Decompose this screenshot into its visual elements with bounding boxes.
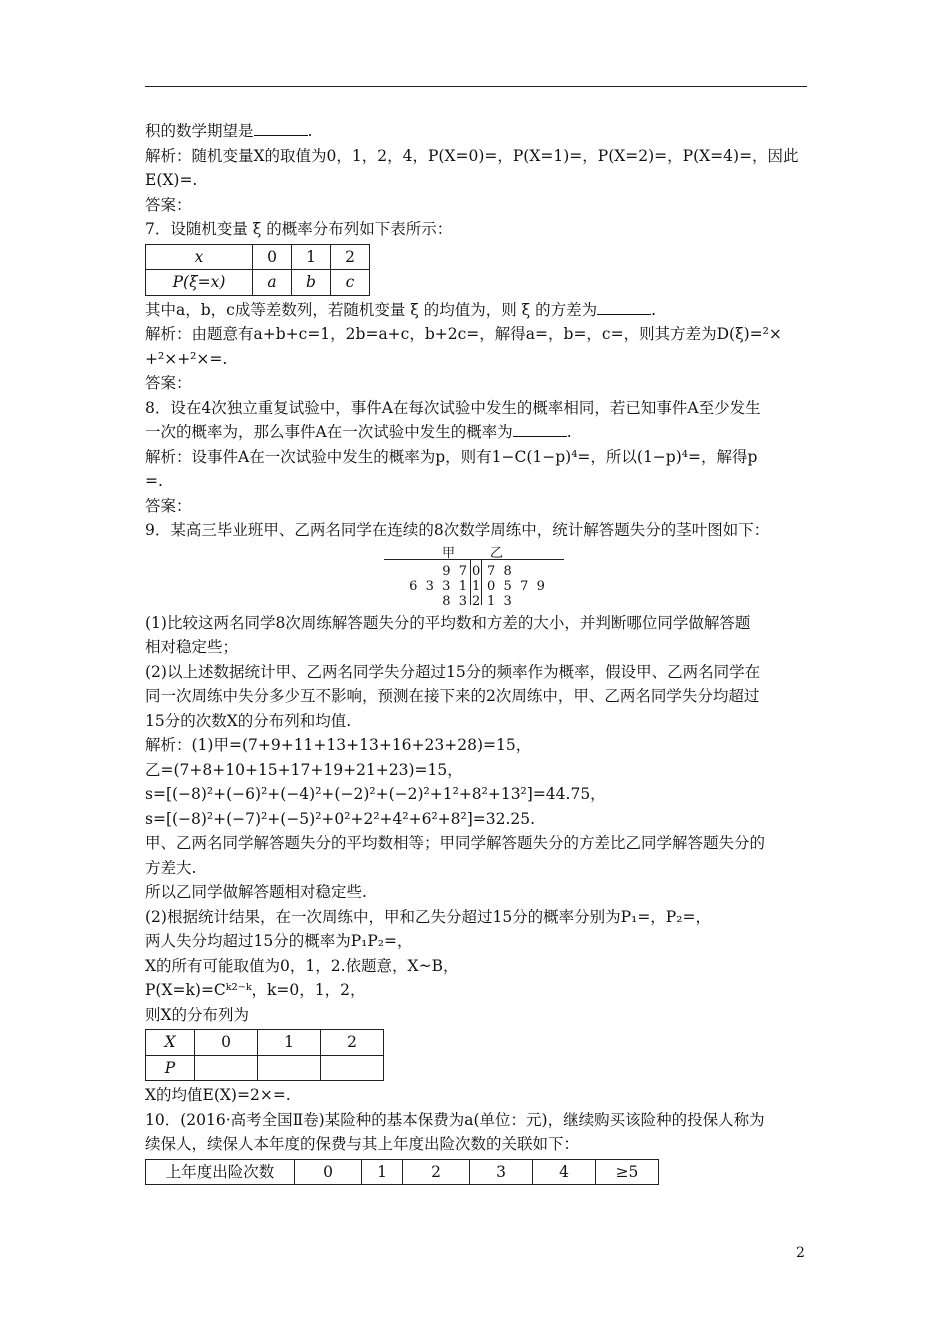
table-cell: x <box>146 244 253 270</box>
table-cell: 1 <box>258 1030 321 1056</box>
text-line: 两人失分均超过15分的概率为P₁P₂=， <box>145 932 413 950</box>
text-line: 答案： <box>145 374 192 392</box>
text-line: 解析：(1)甲=(7+9+11+13+13+16+23+28)=15， <box>145 736 532 754</box>
table-cell: 1 <box>362 1159 403 1185</box>
text-line: 同一次周练中失分多少互不影响，预测在接下来的2次周练中，甲、乙两名同学失分均超过 <box>145 687 760 705</box>
text-line: +²×+²×=. <box>145 349 228 368</box>
answer-blank <box>254 120 308 136</box>
table-cell: 2 <box>321 1030 384 1056</box>
left-leaves: 6 3 3 1 <box>409 578 467 594</box>
table-cell: a <box>253 270 292 296</box>
table-cell: 0 <box>253 244 292 270</box>
text-line: X的所有可能取值为0，1，2.依题意，X~B， <box>145 956 459 975</box>
text-line: P(X=k)=Cᵏ²⁻ᵏ，k=0，1，2， <box>145 981 366 999</box>
table-cell: 上年度出险次数 <box>146 1159 295 1185</box>
text-line: (2)根据统计结果，在一次周练中，甲和乙失分超过15分的概率分别为P₁=，P₂=， <box>145 907 711 926</box>
right-leaves: 0 5 7 9 <box>487 578 545 594</box>
question-10: 10．(2016·高考全国Ⅱ卷)某险种的基本保费为a(单位：元)，继续购买该险种的投保人称为 <box>145 1110 765 1129</box>
table-cell: ≥5 <box>596 1159 659 1185</box>
text: 其中a，b，c成等差数列，若随机变量 ξ 的均值为，则 ξ 的方差为 <box>145 300 598 319</box>
text-line: =. <box>145 472 163 490</box>
table-cell: 0 <box>295 1159 362 1185</box>
stem: 0 <box>472 563 481 579</box>
text: 一次的概率为，那么事件A在一次试验中发生的概率为 <box>145 423 513 441</box>
text: . <box>651 300 657 319</box>
text: 积的数学期望是 <box>145 122 254 140</box>
page-number: 2 <box>796 1245 805 1261</box>
text-line: 续保人，续保人本年度的保费与其上年度出险次数的关联如下： <box>145 1135 580 1153</box>
text-line: (1)比较这两名同学8次周练解答题失分的平均数和方差的大小，并判断哪位同学做解答题 <box>145 613 751 632</box>
text-line: (2)以上述数据统计甲、乙两名同学失分超过15分的频率作为概率，假设甲、乙两名同学在 <box>145 662 761 681</box>
text-line: 乙=(7+8+10+15+17+19+21+23)=15， <box>145 760 463 779</box>
left-label: 甲 <box>442 545 456 561</box>
table-cell: 4 <box>533 1159 596 1185</box>
text-line <box>145 420 807 445</box>
table-cell: b <box>292 270 331 296</box>
text-line: E(X)=. <box>145 171 198 189</box>
text-line: s=[(−8)²+(−7)²+(−5)²+0²+2²+4²+6²+8²]=32.25. <box>145 809 536 828</box>
left-leaves: 8 3 <box>442 593 467 609</box>
stem: 1 <box>472 578 481 594</box>
table-cell: 1 <box>292 244 331 270</box>
text-line: 答案： <box>145 195 192 214</box>
probability-table-7 <box>145 244 370 296</box>
text-line <box>145 119 807 144</box>
text-line: 则X的分布列为 <box>145 1005 250 1024</box>
table-cell <box>258 1055 321 1081</box>
question-9: 9．某高三毕业班甲、乙两名同学在连续的8次数学周练中，统计解答题失分的茎叶图如下： <box>145 521 770 539</box>
table-cell: 2 <box>403 1159 470 1185</box>
text-line <box>145 298 807 323</box>
text-line: X的均值E(X)=2×=. <box>145 1086 291 1104</box>
table-cell: 0 <box>195 1030 258 1056</box>
stem-row <box>384 560 564 579</box>
text-line: 解析：设事件A在一次试验中发生的概率为p，则有1−C(1−p)⁴=，所以(1−p)⁴=，解得p <box>145 447 758 466</box>
header-rule <box>145 86 807 87</box>
text-line: 方差大. <box>145 858 197 877</box>
right-leaves: 7 8 <box>487 563 512 579</box>
answer-blank <box>597 299 651 315</box>
text: . <box>307 122 313 140</box>
stem-row <box>384 575 564 594</box>
right-leaves: 1 3 <box>487 593 512 609</box>
text-line: 答案： <box>145 496 192 515</box>
text-line: 甲、乙两名同学解答题失分的平均数相等；甲同学解答题失分的方差比乙同学解答题失分的 <box>145 834 766 852</box>
text-line: 解析：由题意有a+b+c=1，2b=a+c，b+2c=，解得a=，b=，c=，则其方差为D(ξ)=²× <box>145 325 782 343</box>
stem-leaf-header <box>384 545 564 560</box>
text-line: 解析：随机变量X的取值为0，1，2，4，P(X=0)=，P(X=1)=，P(X=2)=，P(X=4)=，因此 <box>145 146 799 165</box>
left-leaves: 9 7 <box>442 563 467 579</box>
text-line: 所以乙同学做解答题相对稳定些. <box>145 883 367 901</box>
text-line: s=[(−8)²+(−6)²+(−4)²+(−2)²+(−2)²+1²+8²+13²]=44.75， <box>145 785 606 803</box>
table-cell: P <box>146 1055 195 1081</box>
table-cell: c <box>331 270 370 296</box>
claims-table-10 <box>145 1159 659 1186</box>
table-cell <box>195 1055 258 1081</box>
text-line: 15分的次数X的分布列和均值. <box>145 711 352 730</box>
stem: 2 <box>472 593 481 609</box>
text: . <box>566 423 572 441</box>
table-cell: 3 <box>470 1159 533 1185</box>
document-body <box>145 119 807 1187</box>
table-cell: X <box>146 1030 195 1056</box>
table-cell: 2 <box>331 244 370 270</box>
stem-leaf-plot <box>384 545 564 607</box>
answer-blank <box>513 421 567 437</box>
right-label: 乙 <box>490 545 504 561</box>
table-cell <box>321 1055 384 1081</box>
question-7: 7．设随机变量 ξ 的概率分布列如下表所示： <box>145 220 453 238</box>
table-cell: P(ξ=x) <box>146 270 253 296</box>
text-line: 相对稳定些； <box>145 638 239 656</box>
question-8: 8．设在4次独立重复试验中，事件A在每次试验中发生的概率相同，若已知事件A至少发生 <box>145 398 761 417</box>
distribution-table-9 <box>145 1029 384 1081</box>
stem-row <box>384 590 564 609</box>
